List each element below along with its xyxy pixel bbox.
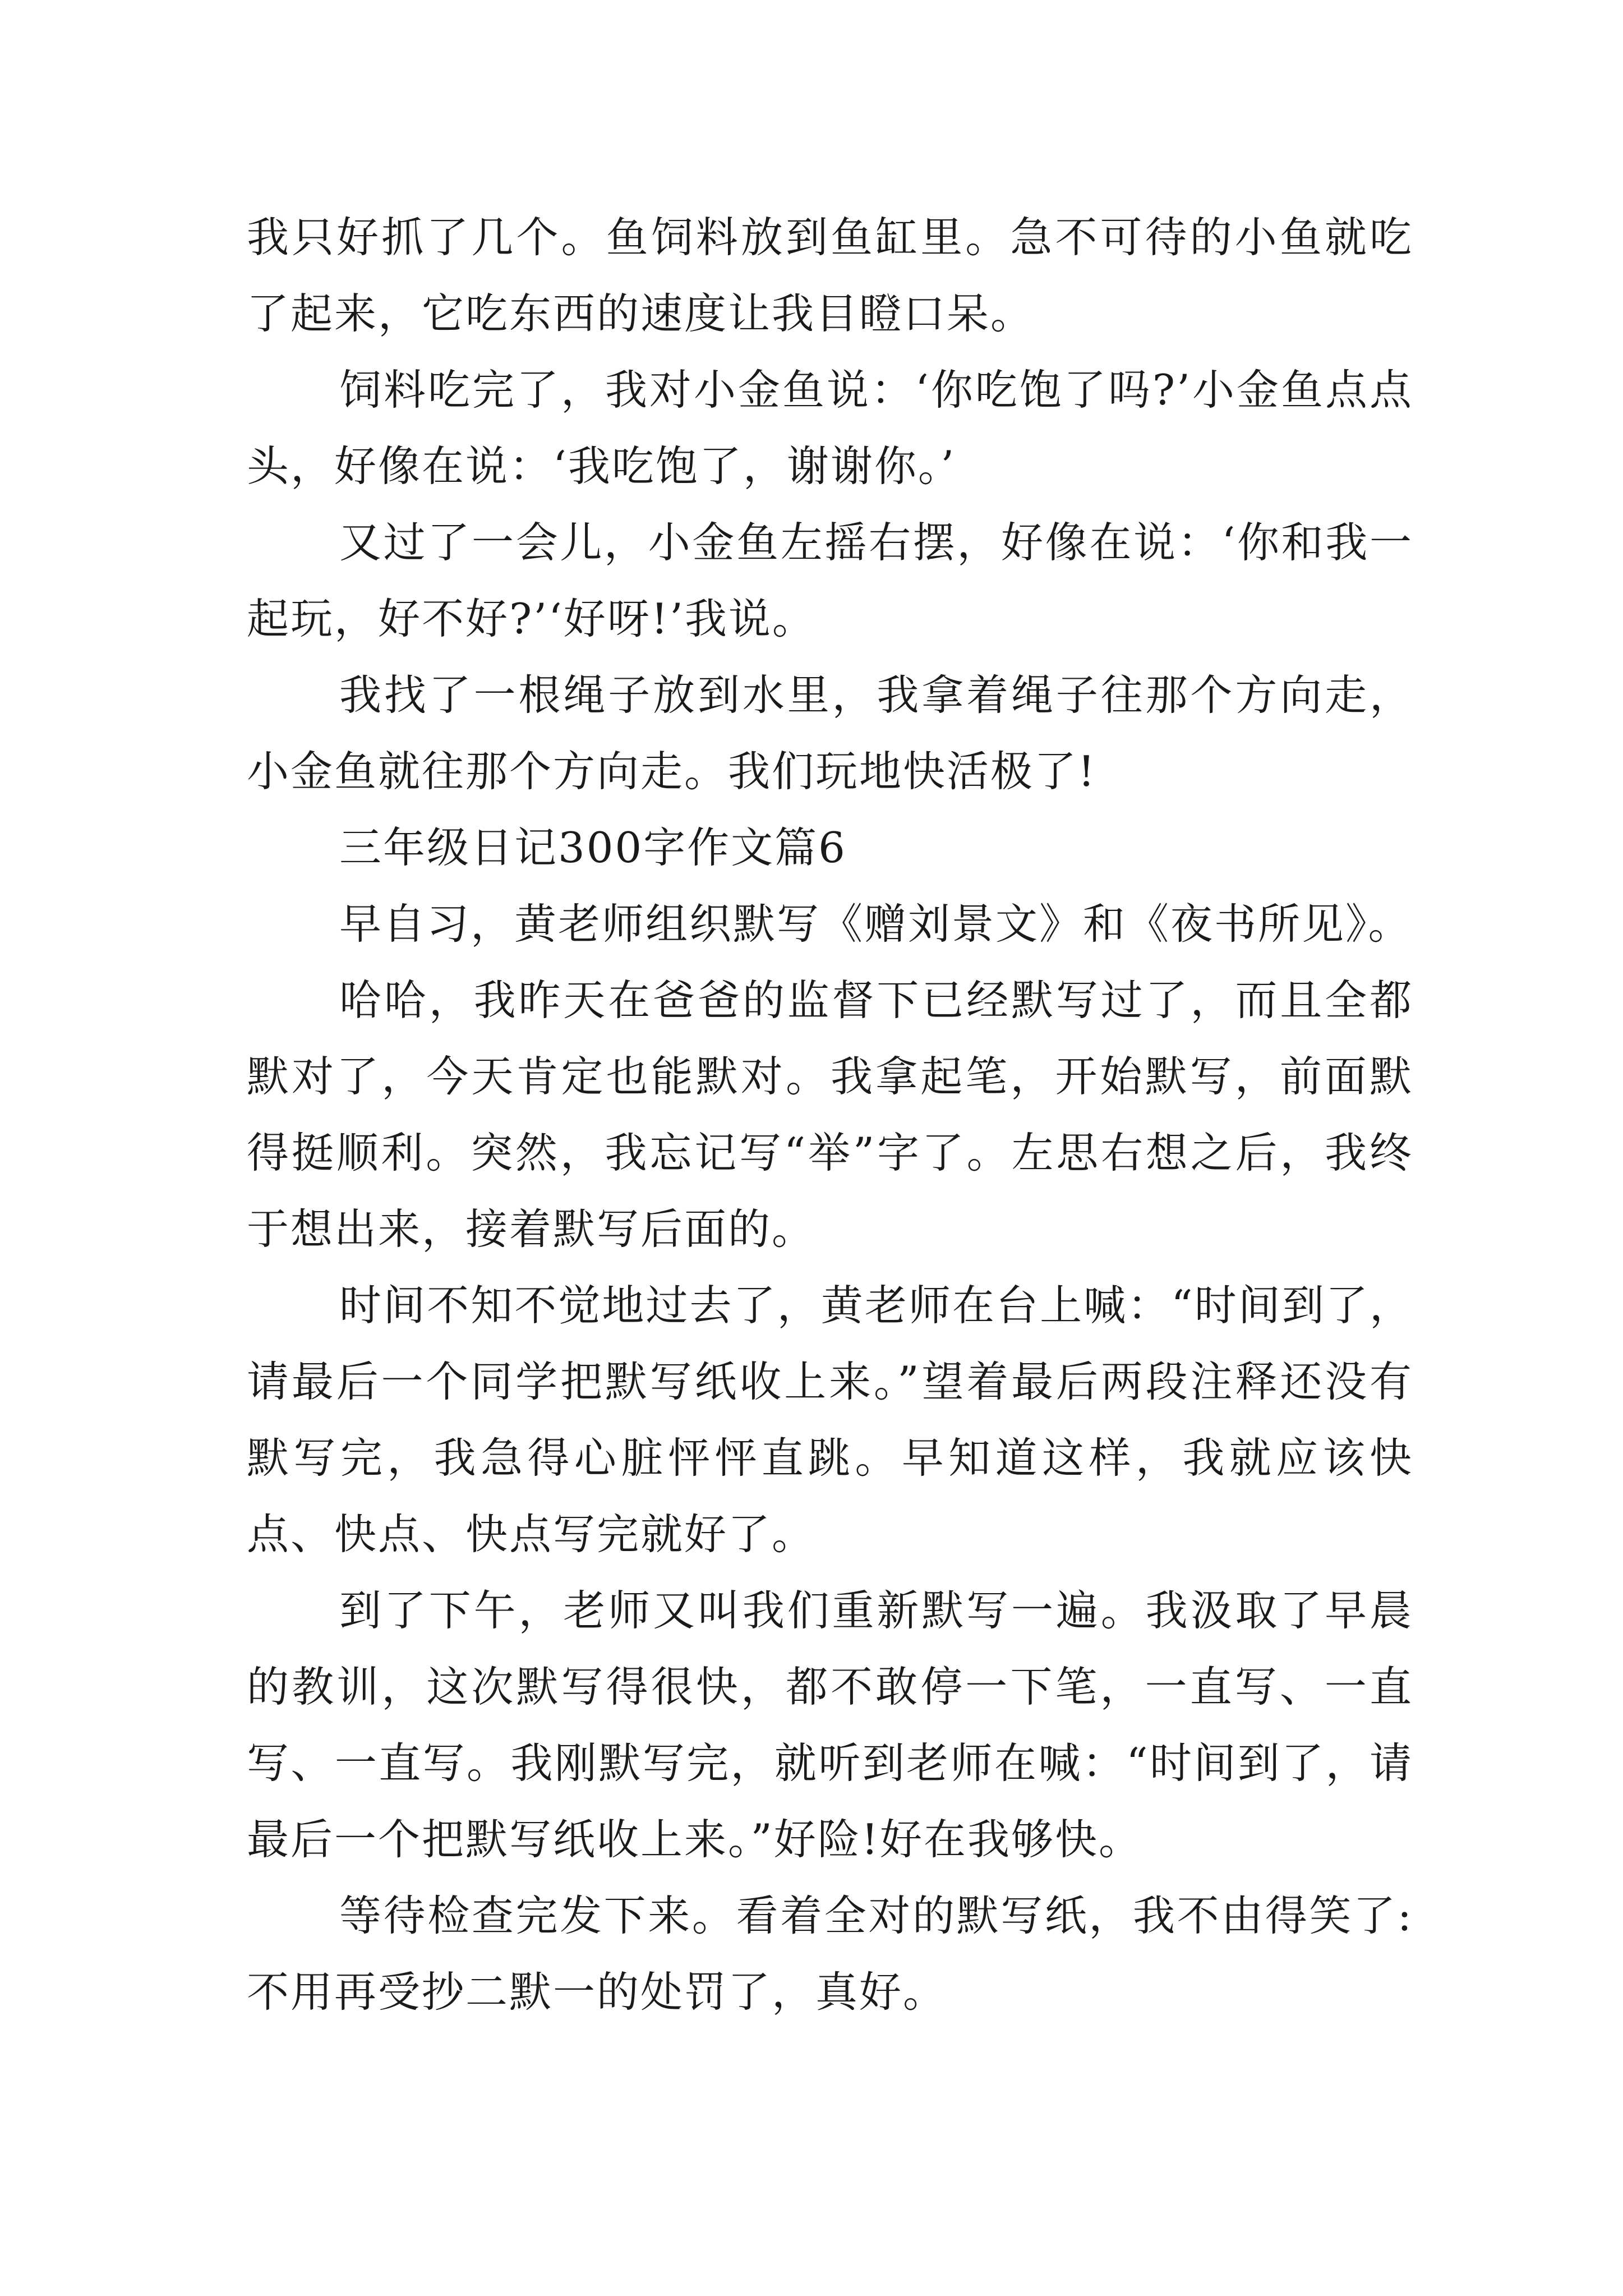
- paragraph-4: 我找了一根绳子放到水里，我拿着绳子往那个方向走，小金鱼就往那个方向走。我们玩地快活极了!: [247, 670, 1413, 796]
- paragraph-8: 时间不知不觉地过去了，黄老师在台上喊：“时间到了，请最后一个同学把默写纸收上来。”望着最后两段注释还没有默写完，我急得心脏怦怦直跳。早知道这样，我就应该快点、快点、快点写完就好了。: [247, 1281, 1413, 1559]
- paragraph-9: 到了下午，老师又叫我们重新默写一遍。我汲取了早晨的教训，这次默写得很快，都不敢停一下笔，一直写、一直写、一直写。我刚默写完，就听到老师在喊：“时间到了，请最后一个把默写纸收上来。”好险!好在我够快。: [247, 1586, 1413, 1864]
- paragraph-7: 哈哈，我昨天在爸爸的监督下已经默写过了，而且全都默对了，今天肯定也能默对。我拿起笔，开始默写，前面默得挺顺利。突然，我忘记写“举”字了。左思右想之后，我终于想出来，接着默写后面的。: [247, 976, 1413, 1254]
- paragraph-6: 早自习，黄老师组织默写《赠刘景文》和《夜书所见》。: [339, 899, 1412, 949]
- paragraph-1: 我只好抓了几个。鱼饲料放到鱼缸里。急不可待的小鱼就吃了起来，它吃东西的速度让我目瞪口呆。: [247, 213, 1413, 338]
- document-body: [247, 199, 1413, 2030]
- paragraph-3: 又过了一会儿，小金鱼左摇右摆，好像在说：‘你和我一起玩，好不好?’‘好呀!’我说。: [247, 518, 1413, 643]
- section-heading: 三年级日记300字作文篇6: [339, 823, 847, 872]
- paragraph-2: 饲料吃完了，我对小金鱼说：‘你吃饱了吗?’小金鱼点点头，好像在说：‘我吃饱了，谢谢你。’: [247, 365, 1413, 491]
- paragraph-10: 等待检查完发下来。看着全对的默写纸，我不由得笑了:不用再受抄二默一的处罚了，真好。: [247, 1891, 1413, 2017]
